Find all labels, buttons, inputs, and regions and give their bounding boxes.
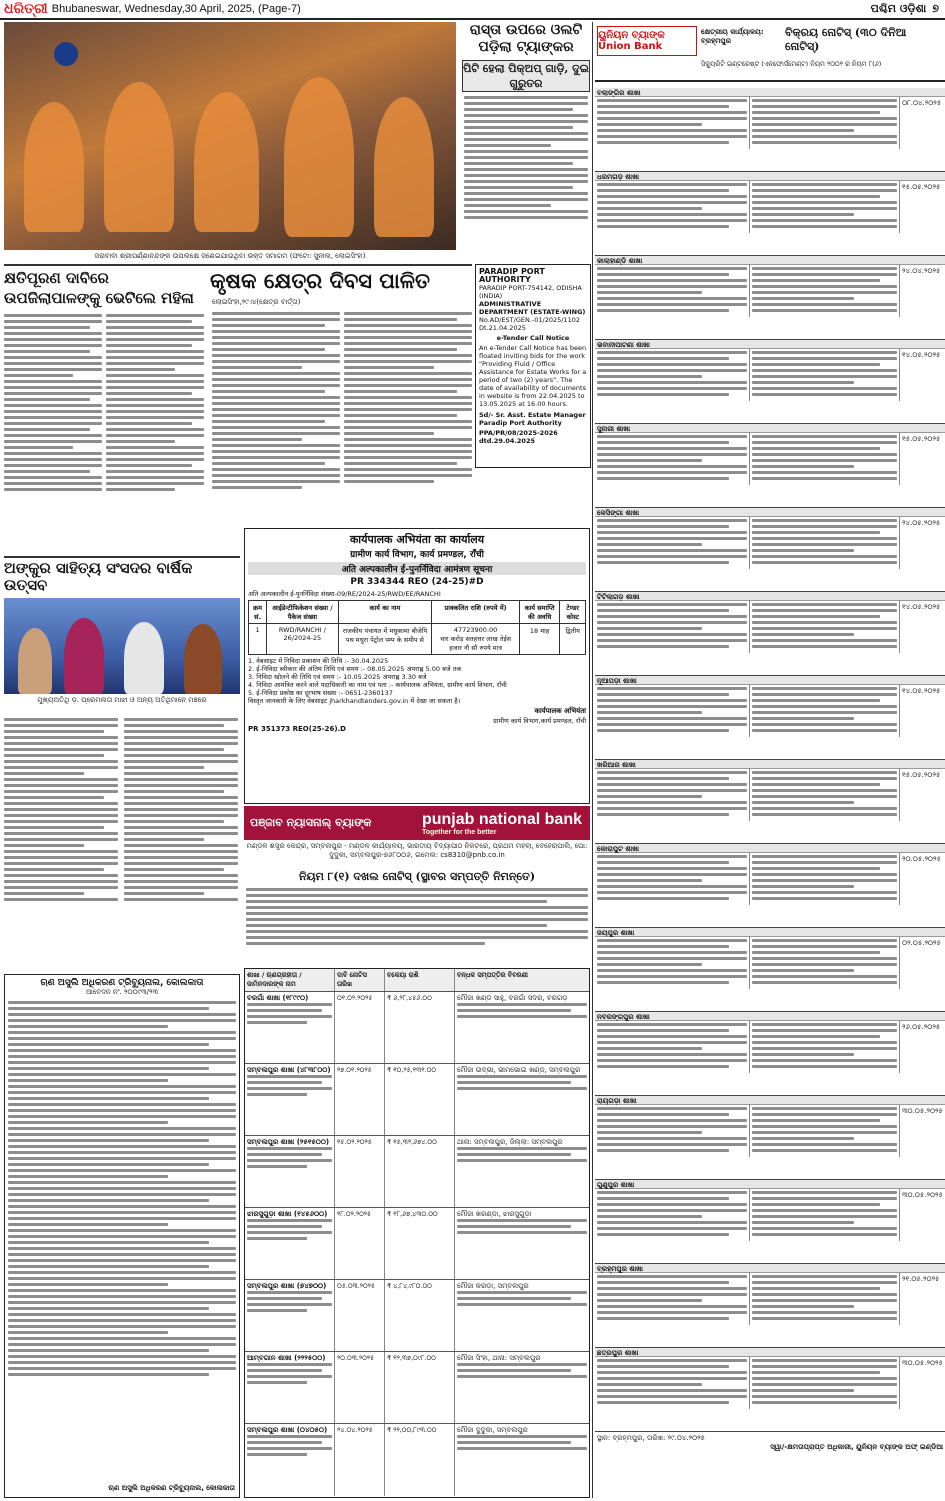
ankur-body-col2: [124, 718, 238, 968]
pnb-logo[interactable]: [422, 811, 590, 836]
pnb-date: ୧୮.୦୨.୨୦୨୫: [335, 1208, 385, 1279]
ubi-branch: ନବରଙ୍ଗପୁର ଶାଖା: [595, 1012, 945, 1021]
woman-body-col2: [106, 314, 204, 554]
pnb-notice-body: [246, 888, 588, 966]
list-item: [595, 88, 945, 172]
ubi-branch: ଜୟପୁର ଶାଖା: [595, 928, 945, 937]
pnb-name-odia: ପଞ୍ଜାବ ନ୍ୟାସନାଲ୍ ବ୍ୟାଙ୍କ: [250, 816, 372, 829]
section-name: ପଶ୍ଚିମ ଓଡ଼ିଶା: [870, 2, 927, 15]
pnb-banner: [244, 806, 590, 840]
ubi-footer: [595, 1432, 945, 1454]
ubi-date: ୨୪.୦୫.୨୦୨୫: [902, 519, 941, 527]
port-ref: No.AD/EST/GEN.-01/2025/1102 Dt.21.04.2025: [479, 316, 580, 332]
tender-note-1: 1. वेबसाइट में निविदा प्रकाशन की तिथि :- 30.04.2025: [248, 657, 389, 665]
ubi-date: ୨୦.୦୫.୨୦୨୫: [902, 855, 941, 863]
port-pr: PPA/PR/08/2025-2026 dtd.29.04.2025: [479, 429, 558, 445]
union-bank-header: [595, 22, 945, 82]
ranchi-tender: [244, 528, 590, 804]
ubi-branch: ଭବାନୀପାଟଣା ଶାଖା: [595, 340, 945, 349]
pnb-date: ୦୫.୦୩.୨୦୨୫: [335, 1280, 385, 1351]
paper-logo[interactable]: ଧରିତ୍ରୀ: [4, 1, 48, 17]
ubi-branch: ଟିଟିଲାଗଡ଼ ଶାଖା: [595, 592, 945, 601]
pnb-prop: ମୌଜା ଖରଣ୍ଡା, ଝାରସୁଗୁଡ଼ା: [457, 1210, 532, 1218]
ubi-date: ୧୪.୦୫.୨୦୨୫: [902, 687, 941, 695]
tender-note-2: 2. ई-निविदा स्वीकार की अंतिम तिथि एवं समय :- 08.05.2025 अपराह्न 5.00 बजे तक: [248, 665, 462, 673]
pnb-branch: ଝାରସୁଗୁଡ଼ା ଶାଖା (୧୪୫୬୦୦): [247, 1210, 328, 1218]
list-item: [595, 508, 945, 592]
pnb-office: ମଣ୍ଡଳ ଶସ୍ତ୍ର କେନ୍ଦ୍ର, ସମ୍ବଲପୁର - ମଣ୍ଡଳ କାର୍ଯ୍ୟାଳୟ, ଭାରତୀୟ ବିଦ୍ୟାପୀଠ ନିକଟରେ, ପ୍ରଥମ ମହଲା, ବେହେରାପାଲି, ପୋ: ଦୁଦୁକା, ସମ୍ବଲପୁର-୭୬୮୦୦୬, ଇମେଲ: cs8310@pnb.co.in: [246, 842, 588, 859]
ubi-branch: ଛତ୍ରପୁର ଶାଖା: [595, 1348, 945, 1357]
pnb-branch: ବରଗାଁ ଶାଖା (୧୮୯୯୦): [247, 994, 309, 1002]
pnb-branch: ଆମ୍ବଗାନ ଶାଖା (୨୨୨୫୦୦): [247, 1354, 326, 1362]
pnb-amount: ₹ ୧୨,୩୭,୦୯୮.୦୦: [385, 1352, 455, 1423]
port-dept: ADMINISTRATIVE DEPARTMENT (ESTATE-WING): [479, 300, 586, 316]
rally-caption: ଜରାବାବା ଶ୍ରୀପର୍ଣ୍ଣାନନ୍ଦଙ୍କ ଉପଲକ୍ଷେ ଜଣେଇଯାଉଥିବା ଭକ୍ତ ସମାଗମ (ଫଟୋ: ସୁନୀଲ, ଲୋଇସିଂହା): [94, 252, 366, 260]
pnb-table-header: [245, 969, 589, 992]
tender-col-amount: प्राक्कलित राशि (रुपये में): [432, 601, 520, 624]
tender-dept: ग्रामीण कार्य विभाग, कार्य प्रमण्डल, राँची: [350, 550, 484, 560]
dateline: Bhubaneswar, Wednesday,30 April, 2025, (Page-7): [51, 3, 301, 15]
table-row: [245, 1280, 589, 1352]
pnb-prop: ମୌଜା ସିଂହା, ଥାନା: ସମ୍ବଲପୁର: [457, 1354, 541, 1362]
port-addr: PARADIP PORT-754142, ODISHA (INDIA): [479, 284, 582, 300]
list-item: [595, 592, 945, 676]
union-bank-logo[interactable]: ୟୁନିୟନ ବ୍ୟାଙ୍କ Union Bank: [597, 26, 697, 56]
tender-col-work: कार्य का नाम: [338, 601, 432, 624]
port-org: PARADIP PORT AUTHORITY: [479, 267, 545, 284]
list-item: [595, 172, 945, 256]
tender-signer: कार्यपालक अभियंता: [534, 707, 586, 715]
ubi-date: ୦୮.୦୪.୨୦୨୫: [902, 99, 942, 107]
tender-note-3: 3. निविदा खोलने की तिथि एवं समय :- 10.05.2025 अपराह्न 3.30 बजे: [248, 673, 427, 681]
farmer-headline: କୃଷକ କ୍ଷେତ୍ର ଦିବସ ପାଳିତ: [210, 268, 430, 293]
pnb-amount: ₹ ୬,୨୮,୪୫୬.୦୦: [385, 992, 455, 1063]
ubi-date: ୦୨.୦୫.୨୦୨୫: [902, 939, 941, 947]
ubi-date: ୨୬.୦୫.୨୦୨୫: [902, 1023, 941, 1031]
pnb-tagline: Together for the better: [421, 828, 497, 836]
list-item: [595, 1264, 945, 1348]
ubi-branch: କୋରାପୁଟ ଶାଖା: [595, 844, 945, 853]
tender-office: कार्यपालक अभियंता का कार्यालय: [349, 533, 485, 546]
pnb-date: ୧୫.୦୨.୨୦୨୫: [335, 1136, 385, 1207]
pnb-notice-title: ନିୟମ ୮(୧) ଦଖଲ ନୋଟିସ୍ (ସ୍ଥାବର ସମ୍ପତ୍ତି ନିମନ୍ତେ): [298, 870, 536, 883]
tender-amount-figure: 47723900.00: [453, 626, 498, 634]
table-row: [245, 1424, 589, 1496]
pnb-branch: ସମ୍ବଲପୁର ଶାଖା (୭୪୭୦୦): [247, 1282, 327, 1290]
list-item: [595, 424, 945, 508]
tender-cell-amount: [432, 624, 520, 655]
port-title: e-Tender Call Notice: [496, 334, 570, 342]
tender-pr2: PR 351373 REO(25-26).D: [248, 725, 346, 733]
list-item: [595, 340, 945, 424]
ubi-branch: କାଲାହାଣ୍ଡି ଶାଖା: [595, 256, 945, 265]
pnb-date: ୨୦.୦୩.୨୦୨୫: [335, 1352, 385, 1423]
list-item: [595, 1096, 945, 1180]
drt-sub: ଆବେଦନ ନଂ. ୨୦୦୯୩/୨୩: [86, 988, 158, 996]
ubi-branch: ବ୍ରହ୍ମପୁର ଶାଖା: [595, 1264, 945, 1273]
ubi-sub: ସିକ୍ୟୁରିଟି ଇଣ୍ଟରେଷ୍ଟ (ଏନଫୋର୍ସମେଣ୍ଟ) ନିୟମ ୨୦୦୨ ର ନିୟମ ୮(୬): [701, 60, 882, 68]
pnb-amount: ₹ ୧୮,୬୭,୪୩୦.୦୦: [385, 1208, 455, 1279]
masthead: [0, 0, 945, 20]
pnb-date: ୨୪.୦୪.୨୦୨୫: [335, 1424, 385, 1496]
truck-body: [464, 96, 588, 262]
tender-cell-id: RWD/RANCHI / 26/2024-25: [267, 624, 338, 655]
pnb-amount: ₹ ୧୫,୩୨,୬୭୪.୦୦: [385, 1136, 455, 1207]
ubi-date: ୨୪.୦୪.୨୦୨୫: [902, 267, 941, 275]
tender-signer-dept: ग्रामीण कार्य विभाग,कार्य प्रमण्डल, राँची: [493, 717, 586, 725]
pnb-possession-table: [244, 968, 590, 1498]
truck-subhead: ପିଟି ହେଲା ପିକ୍‌ଅପ୍ ଗାଡ଼ି, ଦୁଇ ଗୁରୁତର: [463, 62, 589, 90]
tender-cell-work: राजकीय पंचायत में मधुकामा बीजेपि पथ मधुरा पेट्रोल पम्प के समीप से: [338, 624, 432, 655]
table-row: [245, 1208, 589, 1280]
ubi-date: ୨୧.୦୫.୨୦୨୫: [902, 1275, 940, 1283]
pnb-prop: ଥାନା: ସମ୍ବଲପୁର, ଜିଲ୍ଲା: ସମ୍ବଲପୁର: [457, 1138, 563, 1146]
list-item: [595, 928, 945, 1012]
ubi-date: ୩୦.୦୫.୨୦୨୫: [902, 1107, 943, 1115]
ubi-notice-list: [595, 88, 945, 1498]
ubi-branch: ଖରିଆର ଶାଖା: [595, 760, 945, 769]
truck-headline: ରାସ୍ତା ଉପରେ ଓଲଟି ପଡ଼ିଲା ଟ୍ୟାଙ୍କର: [469, 22, 583, 55]
ubi-date: ୧୫.୦୫.୨୦୨୫: [902, 771, 941, 779]
pnb-head-amount: ବକେୟା ରାଶି: [385, 969, 455, 991]
table-row: [245, 1064, 589, 1136]
table-row: [245, 1352, 589, 1424]
ubi-branch: ବଲାଙ୍ଗିର ଶାଖା: [595, 88, 945, 97]
ubi-office: କ୍ଷେତ୍ରୀୟ କାର୍ଯ୍ୟାଳୟ: ବ୍ରହ୍ମପୁର: [701, 28, 764, 45]
list-item: [595, 760, 945, 844]
pnb-prop: ମୌଜା ଖଣ୍ଡ ସାହୁ, ବରଗାଁ ସଦର, ବରଗଡ଼: [457, 994, 568, 1002]
pnb-head-prop: ବନ୍ଧକ ସମ୍ପତ୍ତିର ବିବରଣୀ: [457, 971, 528, 979]
ankur-photo: [4, 598, 240, 694]
list-item: [595, 1012, 945, 1096]
tender-cell-period: 18 माह: [519, 624, 560, 655]
ubi-branch: ନୂଆପଡ଼ା ଶାଖା: [595, 676, 945, 685]
ankur-caption: ମୁଖ୍ୟଅତିଥି ଡ଼. ପ୍ରେମଲତା ମାଝୀ ଓ ଅନ୍ୟ ଅତିଥିମାନେ ମଞ୍ଚରେ: [37, 696, 207, 704]
pnb-branch: ସମ୍ବଲପୁର ଶାଖା (୪୮୩୮୦୦): [247, 1066, 331, 1074]
pnb-branch: ସମ୍ବଲପୁର ଶାଖା (୨୫୧୫୦୦): [247, 1138, 330, 1146]
port-sign: Sd/- Sr. Asst. Estate Manager Paradip Port Authority: [479, 411, 586, 427]
pnb-amount: ₹ ୪,୮୪,୯୮୦.୦୦: [385, 1280, 455, 1351]
tender-note-4: 4. निविदा आमंत्रित करने वाले पदाधिकारी का नाम एवं पता :- कार्यपालक अभियंता, ग्रामीण कार्य विभाग, राँची: [248, 681, 507, 689]
pnb-prop: ମୌଜା କରଡ଼ା, ସମ୍ବଲପୁର: [457, 1282, 529, 1290]
ubi-sign: ସ୍ୱା/-କ୍ଷମତାପ୍ରାପ୍ତ ଅଧିକାରୀ, ୟୁନିୟନ ବ୍ୟାଙ୍କ ଅଫ୍ ଇଣ୍ଡିଆ: [770, 1443, 943, 1451]
ubi-branch: ସୁନାରୀ ଶାଖା: [595, 424, 945, 433]
tender-note-5: 5. ई-निविदा प्रकोष्ठ का दूरभाष संख्या :- 0651-2360137: [248, 689, 393, 697]
tender-col-sno: क्रम सं.: [249, 601, 267, 624]
ubi-date: ୧୪.୦୫.୨୦୨୫: [902, 351, 941, 359]
pnb-date: ୦୧.୦୨.୨୦୨୫: [335, 992, 385, 1063]
drt-notice: [4, 974, 240, 1498]
list-item: [595, 844, 945, 928]
tender-col-id: आईडेन्टीफिकेशन संख्या / पैकेज संख्या: [267, 601, 338, 624]
ubi-place: ସ୍ଥାନ: ବ୍ରହ୍ମପୁର, ତାରିଖ: ୨୯.୦୪.୨୦୨୫: [597, 1434, 705, 1442]
pnb-branch: ସମ୍ବଲପୁର ଶାଖା (୦୪୦୫୦): [247, 1426, 328, 1434]
pnb-head-date: ଦାବି ନୋଟିସ ତାରିଖ: [335, 969, 385, 991]
woman-headline: କ୍ଷତିପୂରଣ ଦାବିରେ ଉପଜିଲାପାଳଙ୍କୁ ଭେଟିଲେ ମହିଳା: [4, 269, 194, 307]
list-item: [595, 676, 945, 760]
ubi-date: ୩୦.୦୫.୨୦୨୫: [902, 1359, 943, 1367]
pnb-head-branch: ଶାଖା / ଋଣଗ୍ରହୀତା / ଜାମିନଦାରଙ୍କ ନାମ: [245, 969, 335, 991]
tender-pr: PR 334344 REO (24-25)#D: [350, 577, 484, 587]
ankur-body-col1: [4, 718, 118, 968]
tender-ref: अति अल्पकालीन ई-पुनर्निविदा संख्या-09/RE/2024-25/RWD/EE/RANCHI: [248, 590, 441, 598]
list-item: [595, 1348, 945, 1432]
port-body: An e-Tender Call Notice has been floated inviting bids for the work "Providing Fluid / Office Assistance for Estate Works for a period of two (2) years". The date of availability of documents in website is from 22.04.2025 to 13.05.2025 at 16.00 hours.: [479, 344, 587, 408]
list-item: [595, 256, 945, 340]
pnb-amount: ₹ ୧୦,୨୫,୧୩୧.୦୦: [385, 1064, 455, 1135]
ubi-date: ୧୫.୦୫.୨୦୨୫: [902, 435, 941, 443]
tender-col-cost: टेण्डर कोस्ट: [560, 601, 586, 624]
ubi-date: ୧୪.୦୫.୨୦୨୫: [902, 603, 941, 611]
tender-notice-title: अति अल्पकालीन ई-पुनर्निविदा आमंत्रण सूचना: [248, 562, 586, 575]
pnb-prop: ମୌଜା ଉଦ୍ଭା, ଭୀମଭୋଇ ଖଣ୍ଡ, ସମ୍ବଲପୁର: [457, 1066, 581, 1074]
pnb-amount: ₹ ୨୨,୦୦,୮୯୩.୦୦: [385, 1424, 455, 1496]
tender-portal[interactable]: विस्तृत जानकारी के लिए वेबसाइट jharkhandtenders.gov.in में देखा जा सकता है।: [248, 697, 461, 705]
pnb-prop: ମୌଜା ଦୁଦୁକା, ସମ୍ବଲପୁର: [457, 1426, 528, 1434]
ankur-headline: ଅଙ୍କୁର ସାହିତ୍ୟ ସଂସଦର ବାର୍ଷିକ ଉତ୍ସବ: [4, 560, 193, 594]
farmer-body-col1: [212, 312, 340, 554]
ubi-branch: ଗୁଣୁପୁର ଶାଖା: [595, 1180, 945, 1189]
ubi-date: ୩୦.୦୫.୨୦୨୫: [902, 1191, 943, 1199]
table-row: [245, 992, 589, 1064]
ubi-title: ବିକ୍ରୟ ନୋଟିସ୍ (୩୦ ଦିନିଆ ନୋଟିସ୍): [785, 26, 907, 53]
farmer-body-col2: [344, 312, 472, 554]
list-item: [595, 1180, 945, 1264]
drt-sign: ଋଣ ଅସୁଲି ଅଧିକରଣ ଟ୍ରିବ୍ୟୁନାଲ, କୋଲକାତା: [108, 1484, 235, 1492]
tender-table: [248, 600, 586, 655]
page-number: ୭: [932, 2, 939, 15]
drt-title: ଋଣ ଅସୁଲି ଅଧିକରଣ ଟ୍ରିବ୍ୟୁନାଲ, କୋଲକାତା: [40, 978, 204, 988]
woman-body-col1: [4, 314, 102, 554]
ubi-branch: କେସିଙ୍ଗା ଶାଖା: [595, 508, 945, 517]
tender-cell-cost: द्वितीय: [560, 624, 586, 655]
paradip-port-notice: [475, 264, 591, 468]
tender-cell-sno: 1: [249, 624, 267, 655]
pnb-date: ୨୭.୦୧.୨୦୨୫: [335, 1064, 385, 1135]
rally-photo: [4, 22, 456, 250]
tender-col-period: कार्य समाप्ति की अवधि: [519, 601, 560, 624]
table-row: [245, 1136, 589, 1208]
ubi-branch: ରାୟଗଡ଼ା ଶାଖା: [595, 1096, 945, 1105]
pnb-name-en: punjab national bank: [421, 810, 582, 828]
farmer-dateline: ଲୋଇସିଂହା,୨୯।୪(କ୍ଷେତ୍ର ବାର୍ତ୍ତା): [212, 298, 301, 306]
tender-amount-words: चार करोड़ सतहत्तर लाख तेईस हजार नौ सौ रुपये मात्र: [440, 635, 512, 652]
ubi-date: ୧୫.୦୫.୨୦୨୫: [902, 183, 941, 191]
ubi-branch: ଧରମଗଡ଼ ଶାଖା: [595, 172, 945, 181]
